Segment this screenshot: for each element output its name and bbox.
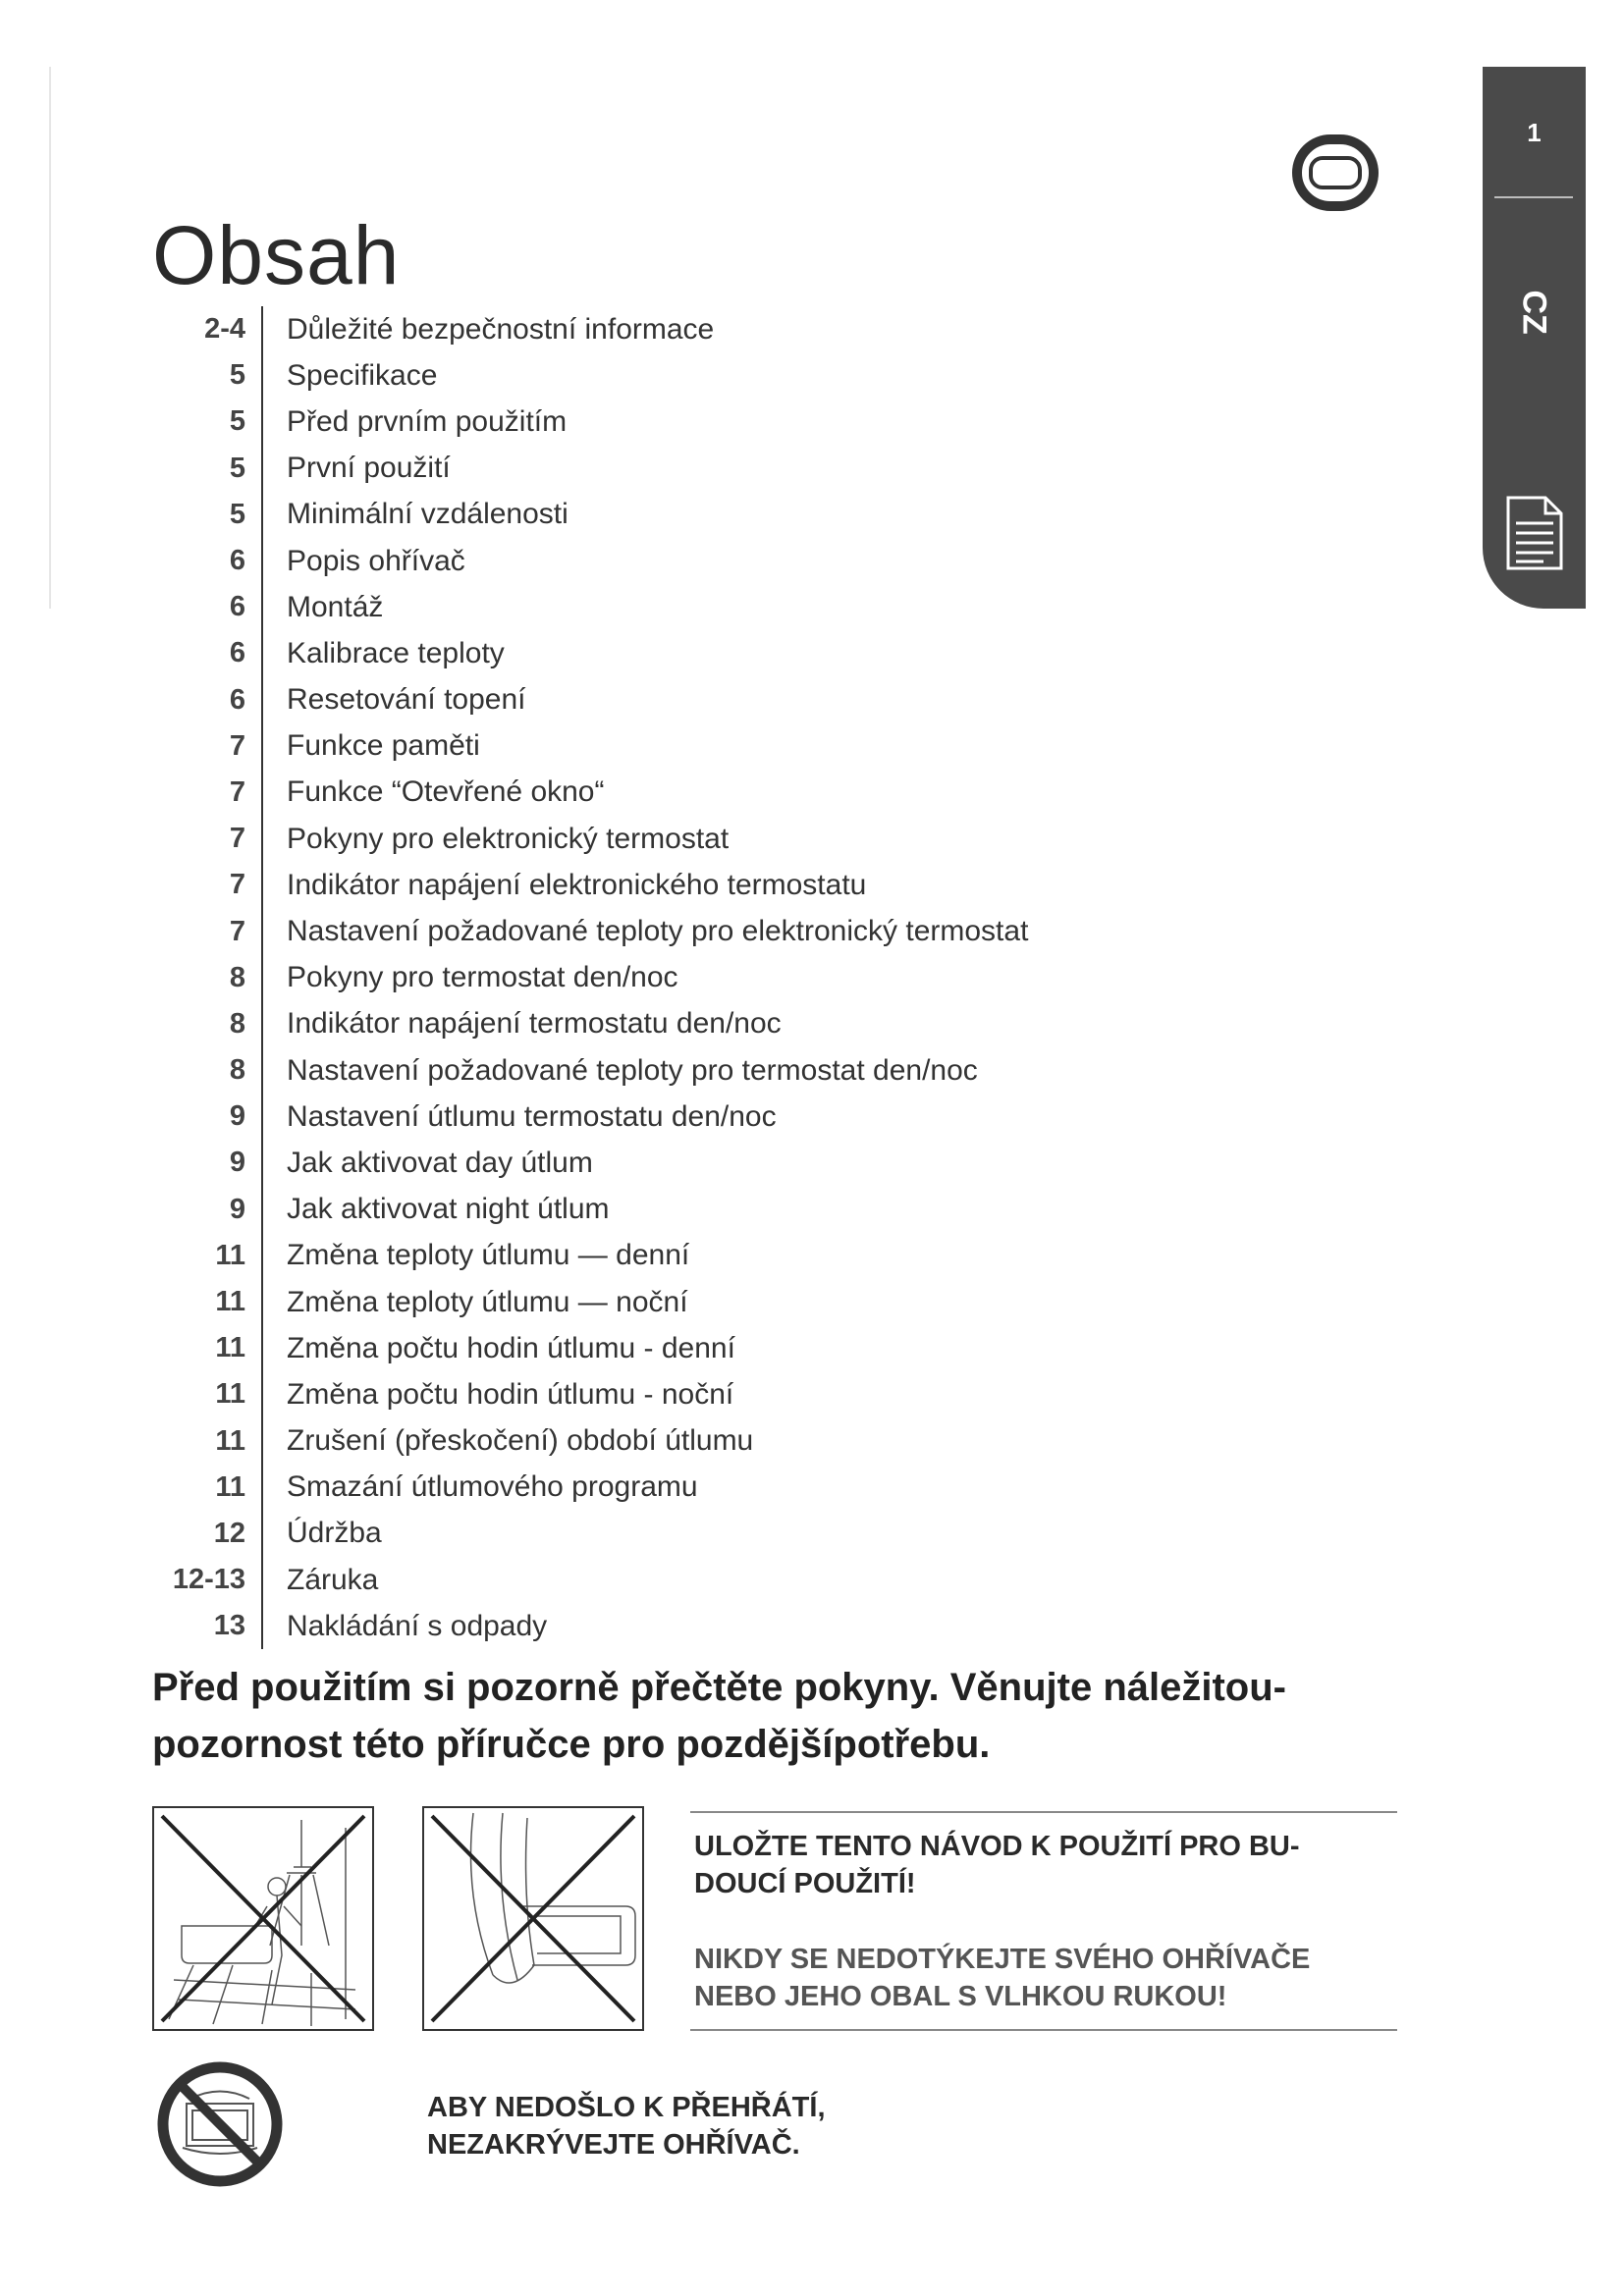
- toc-row: [157, 1325, 1028, 1371]
- toc-entry-title: Minimální vzdálenosti: [287, 498, 568, 531]
- toc-entry-title: Pokyny pro elektronický termostat: [287, 822, 730, 855]
- toc-row: [157, 677, 1028, 723]
- keep-manual-line-2: DOUCÍ POUŽITÍ!: [694, 1868, 916, 1899]
- toc-row: [157, 955, 1028, 1001]
- left-margin-rule: [49, 67, 51, 609]
- toc-page-number: 11: [215, 1332, 245, 1364]
- toc-entry-title: Změna teploty útlumu — denní: [287, 1239, 690, 1272]
- toc-page-number: 9: [229, 1193, 245, 1225]
- toc-page-number: 11: [215, 1424, 245, 1457]
- wet-hands-line-1: NIKDY SE NEDOTÝKEJTE SVÉHO OHŘÍVAČE: [694, 1944, 1311, 1975]
- intro-line-1: Před použitím si pozorně přečtěte pokyny. Věnujte náležitou-: [152, 1666, 1286, 1709]
- toc-entry-title: Změna počtu hodin útlumu - denní: [287, 1331, 735, 1364]
- safety-notice-panel: [690, 1811, 1397, 2031]
- toc-entry-title: Popis ohřívač: [287, 544, 465, 577]
- toc-page-number: 12: [213, 1517, 245, 1549]
- overheat-line-1: ABY NEDOŠLO K PŘEHŘÁTÍ,: [427, 2092, 826, 2123]
- toc-row: [157, 492, 1028, 538]
- toc-row: [157, 306, 1028, 352]
- wet-hands-notice: [694, 1941, 1381, 2015]
- toc-entry-title: Pokyny pro termostat den/noc: [287, 961, 678, 994]
- toc-page-number: 7: [229, 775, 245, 808]
- toc-row: [157, 1047, 1028, 1094]
- toc-row: [157, 816, 1028, 862]
- toc-entry-title: Indikátor napájení termostatu den/noc: [287, 1007, 782, 1041]
- toc-entry-title: Zrušení (přeskočení) období útlumu: [287, 1424, 754, 1458]
- toc-entry-title: Záruka: [287, 1563, 379, 1596]
- toc-page-number: 6: [229, 683, 245, 716]
- toc-entry-title: Nakládání s odpady: [287, 1609, 548, 1642]
- toc-entry-title: Funkce paměti: [287, 729, 480, 763]
- tab-separator: [1494, 196, 1573, 198]
- toc-page-number: 5: [229, 359, 245, 392]
- no-bathroom-use-icon: [154, 1808, 372, 2029]
- toc-row: [157, 1603, 1028, 1649]
- tab-page-number: 1: [1527, 118, 1542, 147]
- toc-row: [157, 1140, 1028, 1186]
- toc-row: [157, 584, 1028, 630]
- toc-row: [157, 1001, 1028, 1047]
- toc-page-number: 11: [215, 1286, 245, 1318]
- toc-entry-title: Nastavení útlumu termostatu den/noc: [287, 1099, 777, 1133]
- toc-entry-title: Indikátor napájení elektronického termostatu: [287, 868, 867, 901]
- toc-entry-title: Resetování topení: [287, 683, 526, 717]
- toc-row: [157, 862, 1028, 908]
- toc-entry-title: Nastavení požadované teploty pro termostat den/noc: [287, 1053, 978, 1087]
- toc-entry-title: Montáž: [287, 590, 384, 623]
- toc-entry-title: Důležité bezpečnostní informace: [287, 312, 715, 346]
- toc-page-number: 11: [215, 1378, 245, 1411]
- toc-page-number: 11: [215, 1470, 245, 1503]
- keep-manual-notice: [694, 1828, 1381, 1902]
- side-tab: [1483, 67, 1586, 609]
- toc-row: [157, 538, 1028, 584]
- toc-row: [157, 352, 1028, 399]
- toc-page-number: 7: [229, 823, 245, 855]
- toc-page-number: 13: [213, 1610, 245, 1642]
- toc-entry-title: Nastavení požadované teploty pro elektronický termostat: [287, 915, 1029, 948]
- no-shower-warning-image: [152, 1806, 374, 2031]
- toc-page-number: 2-4: [204, 313, 245, 346]
- toc-row: [157, 446, 1028, 492]
- toc-page-number: 7: [229, 915, 245, 947]
- table-of-contents: [157, 306, 1028, 1649]
- toc-entry-title: Změna počtu hodin útlumu - noční: [287, 1377, 734, 1411]
- toc-row: [157, 1557, 1028, 1603]
- no-wet-hands-warning-image: [422, 1806, 644, 2031]
- toc-row: [157, 1233, 1028, 1279]
- toc-page-number: 8: [229, 1054, 245, 1087]
- toc-page-number: 12-13: [172, 1564, 245, 1596]
- toc-entry-title: Před prvním použitím: [287, 404, 568, 438]
- tab-language-code: CZ: [1515, 290, 1553, 335]
- toc-entry-title: Jak aktivovat night útlum: [287, 1193, 610, 1226]
- keep-manual-line-1: ULOŽTE TENTO NÁVOD K POUŽITÍ PRO BU-: [694, 1831, 1300, 1862]
- toc-page-number: 6: [229, 545, 245, 577]
- toc-row: [157, 723, 1028, 770]
- toc-page-number: 5: [229, 498, 245, 530]
- toc-page-number: 7: [229, 729, 245, 762]
- toc-page-number: 7: [229, 869, 245, 901]
- toc-entry-title: Smazání útlumového programu: [287, 1470, 698, 1504]
- toc-row: [157, 1418, 1028, 1465]
- toc-row: [157, 1511, 1028, 1557]
- overheat-notice: [427, 2089, 1114, 2163]
- toc-page-number: 8: [229, 1007, 245, 1040]
- toc-page-number: 6: [229, 637, 245, 669]
- toc-page-number: 9: [229, 1100, 245, 1133]
- toc-row: [157, 399, 1028, 445]
- toc-entry-title: Kalibrace teploty: [287, 636, 505, 669]
- toc-page-number: 11: [215, 1239, 245, 1271]
- toc-row: [157, 908, 1028, 954]
- brand-logo-icon: [1291, 133, 1380, 212]
- toc-entry-title: Funkce “Otevřené okno“: [287, 775, 605, 809]
- toc-page-number: 5: [229, 405, 245, 438]
- toc-page-number: 6: [229, 591, 245, 623]
- toc-row: [157, 1465, 1028, 1511]
- overheat-line-2: NEZAKRÝVEJTE OHŘÍVAČ.: [427, 2129, 800, 2161]
- wet-hands-line-2: NEBO JEHO OBAL S VLHKOU RUKOU!: [694, 1981, 1227, 2012]
- toc-page-number: 8: [229, 961, 245, 993]
- document-icon: [1504, 494, 1565, 572]
- toc-row: [157, 1371, 1028, 1417]
- toc-row: [157, 1187, 1028, 1233]
- intro-line-2: pozornost této příručce pro pozdějšípotřebu.: [152, 1723, 991, 1766]
- toc-row: [157, 1094, 1028, 1140]
- toc-entry-title: Specifikace: [287, 358, 438, 392]
- toc-entry-title: Údržba: [287, 1517, 382, 1550]
- toc-row: [157, 630, 1028, 676]
- toc-page-number: 5: [229, 452, 245, 484]
- page-title: Obsah: [152, 209, 401, 301]
- toc-entry-title: Změna teploty útlumu — noční: [287, 1285, 688, 1318]
- toc-page-number: 9: [229, 1147, 245, 1179]
- toc-row: [157, 1279, 1028, 1325]
- do-not-cover-icon: [155, 2059, 285, 2189]
- no-wet-hands-icon: [424, 1808, 642, 2029]
- toc-row: [157, 770, 1028, 816]
- toc-entry-title: Jak aktivovat day útlum: [287, 1146, 593, 1179]
- intro-instruction: [152, 1659, 1389, 1773]
- toc-entry-title: První použití: [287, 452, 451, 485]
